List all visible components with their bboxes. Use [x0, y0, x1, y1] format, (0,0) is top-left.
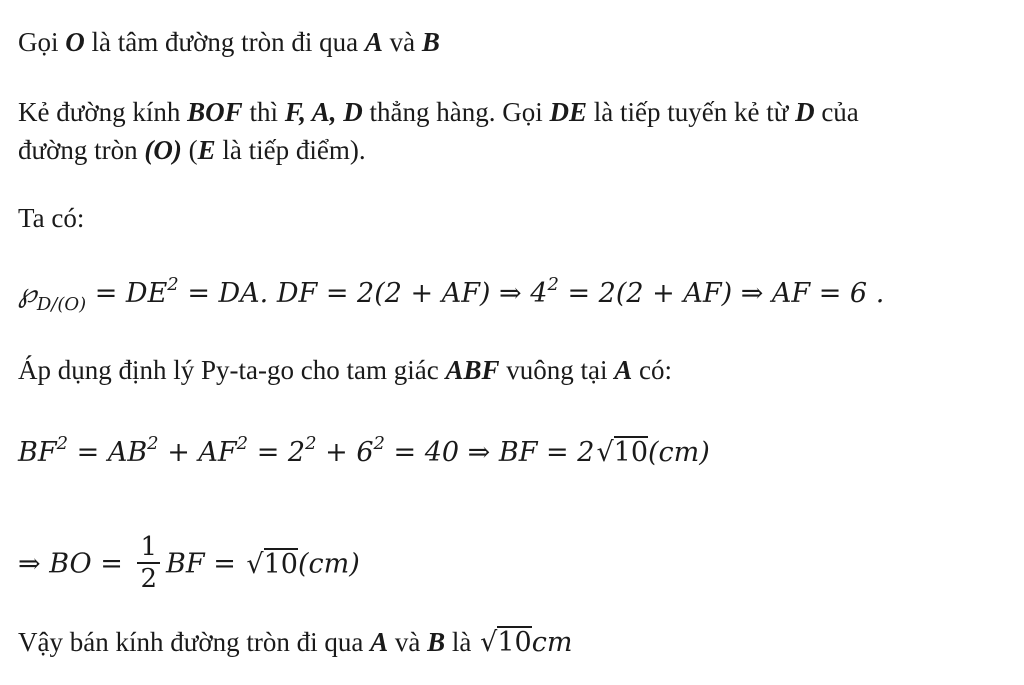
radicand: 10 — [613, 437, 649, 468]
subscript: D/(O) — [36, 294, 87, 315]
square-root — [478, 626, 532, 659]
text: là tiếp điểm). — [215, 135, 366, 165]
superscript: 2 — [147, 433, 159, 454]
var-ABF: ABF — [445, 355, 500, 385]
var-FAD: F, A, D — [284, 97, 363, 127]
math-text: BF = — [166, 548, 245, 580]
math-text: = DA. DF = 2(2 + AF) ⇒ 4 — [178, 278, 548, 309]
var-B: B — [427, 627, 446, 657]
radius-equation — [18, 534, 360, 596]
square-root — [594, 436, 648, 469]
radicand: 10 — [263, 548, 298, 580]
power-of-point-equation — [18, 274, 885, 315]
math-text: (cm) — [648, 437, 710, 468]
text: là tâm đường tròn đi qua — [84, 27, 365, 57]
superscript: 2 — [305, 433, 317, 454]
construction-line-cont — [18, 134, 366, 166]
text: của — [814, 97, 859, 127]
power-symbol: ℘ — [18, 278, 37, 309]
var-circle-O: (O) — [144, 135, 182, 165]
fraction — [137, 532, 160, 594]
math-text: ⇒ BO = — [18, 548, 132, 580]
text: và — [388, 627, 428, 657]
text: thì — [242, 97, 285, 127]
pythagoras-equation — [18, 433, 710, 469]
text: là tiếp tuyến kẻ từ — [587, 97, 796, 127]
var-A: A — [370, 627, 389, 657]
superscript: 2 — [547, 274, 559, 295]
var-D: D — [795, 97, 815, 127]
math-text: + 6 — [316, 437, 374, 468]
conclusion-line — [18, 626, 572, 659]
unit: cm — [531, 627, 573, 658]
var-A: A — [614, 355, 633, 385]
math-text: + AF — [158, 437, 237, 468]
radicand: 10 — [497, 627, 532, 658]
text: có: — [632, 355, 672, 385]
math-text: = 2(2 + AF) ⇒ AF = 6 . — [558, 278, 885, 309]
var-E: E — [197, 135, 216, 165]
math-text: = AB — [68, 437, 148, 468]
math-text: = DE — [86, 278, 168, 309]
text: ( — [181, 135, 198, 165]
text: Ta có: — [18, 203, 85, 233]
fraction-denominator: 2 — [140, 564, 158, 594]
math-text: = 2 — [248, 437, 306, 468]
var-DE: DE — [549, 97, 587, 127]
superscript: 2 — [167, 274, 179, 295]
superscript: 2 — [236, 433, 249, 454]
text: và — [382, 27, 422, 57]
var-BOF: BOF — [187, 97, 243, 127]
square-root — [244, 548, 298, 581]
radical-sign: √ — [246, 548, 264, 580]
var-A: A — [364, 27, 383, 57]
text: vuông tại — [499, 355, 615, 385]
ta-co-line — [18, 202, 84, 234]
text: đường tròn — [18, 135, 145, 165]
math-text: BF — [18, 437, 57, 468]
math-text: = 40 ⇒ BF = 2 — [384, 437, 595, 468]
text: thẳng hàng. Gọi — [362, 97, 550, 127]
superscript: 2 — [56, 433, 69, 454]
pythagoras-line — [18, 354, 672, 386]
radical-sign: √ — [480, 627, 498, 658]
intro-line — [18, 26, 440, 58]
text: là — [445, 627, 479, 657]
var-B: B — [421, 27, 440, 57]
math-text: (cm) — [297, 548, 360, 580]
var-O: O — [65, 27, 85, 57]
radical-sign: √ — [596, 437, 614, 468]
text: Vậy bán kính đường tròn đi qua — [18, 627, 371, 657]
fraction-numerator: 1 — [137, 532, 160, 564]
superscript: 2 — [373, 433, 385, 454]
construction-line — [18, 96, 859, 128]
text: Gọi — [18, 27, 66, 57]
text: Kẻ đường kính — [18, 97, 188, 127]
text: Áp dụng định lý Py-ta-go cho tam giác — [18, 355, 446, 385]
